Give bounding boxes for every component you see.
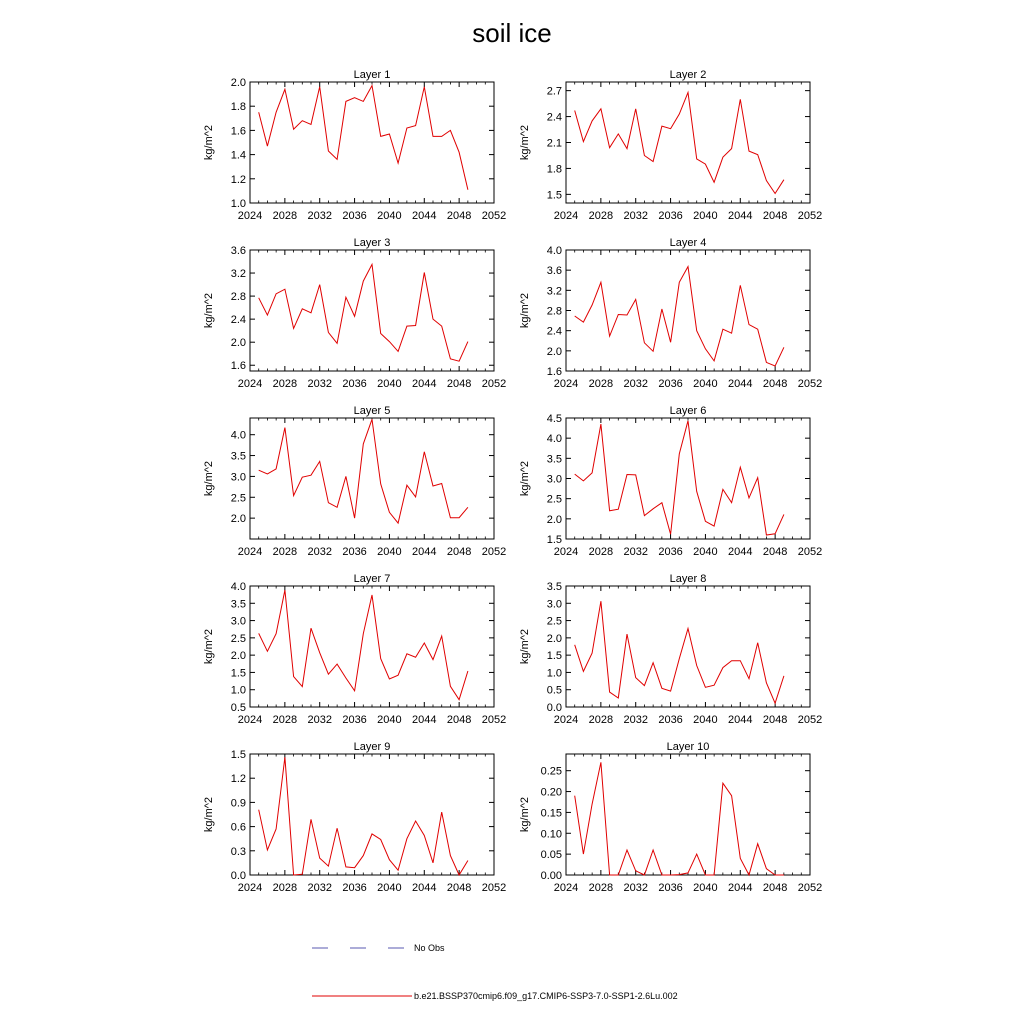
y-axis-label: kg/m^2 <box>203 292 215 329</box>
plot-frame <box>566 82 810 203</box>
x-tick-label: 2044 <box>412 714 437 726</box>
y-tick-label: 0.9 <box>230 797 246 810</box>
x-tick-label: 2052 <box>797 546 823 558</box>
y-tick-label: 2.5 <box>546 615 562 628</box>
x-tick-label: 2028 <box>588 714 614 726</box>
y-tick-label: 1.5 <box>546 650 562 663</box>
y-tick-label: 3.6 <box>230 245 246 257</box>
y-tick-label: 1.6 <box>230 360 246 373</box>
x-tick-label: 2032 <box>623 210 648 222</box>
x-tick-label: 2040 <box>693 210 718 222</box>
y-tick-label: 0.10 <box>540 828 562 841</box>
y-tick-label: 0.0 <box>230 870 246 882</box>
x-tick-label: 2024 <box>237 378 263 390</box>
y-tick-label: 1.8 <box>546 163 562 176</box>
y-tick-label: 2.0 <box>546 345 562 358</box>
x-tick-label: 2044 <box>728 378 753 390</box>
y-tick-label: 4.5 <box>546 413 562 425</box>
panel-title: Layer 8 <box>669 573 707 585</box>
series-line <box>259 419 468 523</box>
x-tick-label: 2044 <box>412 882 437 894</box>
y-tick-label: 2.0 <box>230 513 246 526</box>
panel-layer-10 <box>519 741 822 894</box>
y-tick-label: 3.6 <box>546 265 562 278</box>
x-tick-label: 2024 <box>553 378 579 390</box>
series-line <box>259 86 468 190</box>
panel-title: Layer 10 <box>666 741 710 753</box>
y-axis-label: kg/m^2 <box>203 628 215 665</box>
x-tick-label: 2052 <box>481 210 507 222</box>
x-tick-label: 2052 <box>797 378 823 390</box>
y-tick-label: 1.0 <box>230 198 246 210</box>
y-tick-label: 3.5 <box>230 450 246 463</box>
panel-title: Layer 4 <box>669 237 707 249</box>
x-tick-label: 2044 <box>728 210 753 222</box>
x-tick-label: 2024 <box>553 210 579 222</box>
x-tick-label: 2044 <box>728 546 753 558</box>
y-tick-label: 4.0 <box>546 433 562 446</box>
legend <box>312 943 678 1001</box>
x-tick-label: 2052 <box>797 210 823 222</box>
x-tick-label: 2028 <box>588 882 614 894</box>
y-tick-label: 1.2 <box>230 773 246 786</box>
series-line <box>575 762 784 875</box>
x-tick-label: 2048 <box>446 882 472 894</box>
series-line <box>259 264 468 361</box>
y-tick-label: 4.0 <box>230 581 246 593</box>
x-tick-label: 2048 <box>446 378 472 390</box>
legend-no-obs-label: No Obs <box>414 943 445 953</box>
y-tick-label: 3.5 <box>230 598 246 611</box>
y-tick-label: 0.15 <box>540 807 562 820</box>
panel-layer-6 <box>519 405 822 558</box>
x-tick-label: 2048 <box>762 378 788 390</box>
x-tick-label: 2032 <box>623 882 648 894</box>
panel-layer-9 <box>203 741 506 894</box>
panel-layer-4 <box>519 237 822 390</box>
y-tick-label: 1.5 <box>546 534 562 546</box>
series-line <box>575 267 784 366</box>
y-tick-label: 1.5 <box>230 749 246 761</box>
x-tick-label: 2024 <box>553 546 579 558</box>
y-tick-label: 0.00 <box>540 870 562 882</box>
x-tick-label: 2036 <box>342 714 367 726</box>
y-tick-label: 2.0 <box>230 337 246 350</box>
y-axis-label: kg/m^2 <box>519 460 531 497</box>
y-tick-label: 2.4 <box>230 314 246 327</box>
y-tick-label: 2.0 <box>546 513 562 526</box>
x-tick-label: 2048 <box>762 210 788 222</box>
x-tick-label: 2028 <box>272 546 298 558</box>
x-tick-label: 2028 <box>272 882 298 894</box>
panel-title: Layer 1 <box>353 69 391 81</box>
x-tick-label: 2048 <box>762 882 788 894</box>
y-tick-label: 0.05 <box>540 849 562 862</box>
panel-title: Layer 5 <box>353 405 391 417</box>
y-tick-label: 3.0 <box>546 473 562 486</box>
x-tick-label: 2024 <box>553 714 579 726</box>
y-tick-label: 4.0 <box>230 429 246 442</box>
x-tick-label: 2028 <box>272 378 298 390</box>
x-tick-label: 2040 <box>693 882 718 894</box>
x-tick-label: 2032 <box>623 714 648 726</box>
x-tick-label: 2048 <box>762 714 788 726</box>
x-tick-label: 2036 <box>658 714 683 726</box>
y-tick-label: 0.6 <box>230 821 246 834</box>
y-tick-label: 2.5 <box>546 493 562 506</box>
x-tick-label: 2036 <box>658 882 683 894</box>
y-tick-label: 3.0 <box>546 598 562 611</box>
plot-frame <box>566 586 810 707</box>
x-tick-label: 2032 <box>307 714 332 726</box>
y-tick-label: 2.0 <box>230 77 246 89</box>
x-tick-label: 2032 <box>307 882 332 894</box>
x-tick-label: 2040 <box>693 546 718 558</box>
x-tick-label: 2024 <box>237 210 263 222</box>
y-tick-label: 3.5 <box>546 581 562 593</box>
y-tick-label: 3.2 <box>546 285 562 298</box>
y-axis-label: kg/m^2 <box>519 292 531 329</box>
x-tick-label: 2052 <box>481 546 507 558</box>
x-tick-label: 2048 <box>446 714 472 726</box>
x-tick-label: 2052 <box>797 882 823 894</box>
y-tick-label: 0.0 <box>546 702 562 714</box>
x-tick-label: 2028 <box>588 210 614 222</box>
x-tick-label: 2044 <box>728 882 753 894</box>
x-tick-label: 2032 <box>623 546 648 558</box>
y-tick-label: 2.0 <box>230 650 246 663</box>
panel-title: Layer 2 <box>669 69 707 81</box>
x-tick-label: 2044 <box>412 378 437 390</box>
y-tick-label: 2.1 <box>546 137 562 150</box>
x-tick-label: 2048 <box>446 210 472 222</box>
series-line <box>575 421 784 535</box>
x-tick-label: 2032 <box>307 378 332 390</box>
y-tick-label: 3.2 <box>230 268 246 281</box>
y-tick-label: 1.5 <box>546 189 562 202</box>
y-tick-label: 0.5 <box>230 702 246 714</box>
panel-layer-5 <box>203 405 506 558</box>
x-tick-label: 2048 <box>446 546 472 558</box>
x-tick-label: 2028 <box>588 378 614 390</box>
panel-layer-8 <box>519 573 822 726</box>
y-tick-label: 1.8 <box>230 101 246 114</box>
y-tick-label: 2.0 <box>546 632 562 645</box>
x-tick-label: 2044 <box>728 714 753 726</box>
x-tick-label: 2044 <box>412 210 437 222</box>
y-tick-label: 2.8 <box>230 291 246 304</box>
legend-model-label: b.e21.BSSP370cmip6.f09_g17.CMIP6-SSP3-7.0-SSP1-2.6Lu.002 <box>414 991 678 1001</box>
x-tick-label: 2032 <box>307 210 332 222</box>
x-tick-label: 2032 <box>623 378 648 390</box>
plot-frame <box>566 754 810 875</box>
x-tick-label: 2028 <box>272 714 298 726</box>
y-axis-label: kg/m^2 <box>519 124 531 161</box>
y-tick-label: 3.5 <box>546 453 562 466</box>
y-axis-label: kg/m^2 <box>519 796 531 833</box>
y-tick-label: 0.20 <box>540 786 562 799</box>
x-tick-label: 2052 <box>481 882 507 894</box>
x-tick-label: 2036 <box>342 546 367 558</box>
panel-layer-3 <box>203 237 506 390</box>
x-tick-label: 2040 <box>693 378 718 390</box>
x-tick-label: 2028 <box>588 546 614 558</box>
x-tick-label: 2040 <box>693 714 718 726</box>
y-tick-label: 1.6 <box>230 125 246 138</box>
x-tick-label: 2036 <box>342 882 367 894</box>
y-axis-label: kg/m^2 <box>203 796 215 833</box>
y-axis-label: kg/m^2 <box>203 124 215 161</box>
x-tick-label: 2040 <box>377 378 402 390</box>
y-tick-label: 1.0 <box>230 684 246 697</box>
y-tick-label: 0.3 <box>230 845 246 858</box>
y-tick-label: 1.4 <box>230 149 246 162</box>
y-tick-label: 2.7 <box>546 85 562 98</box>
series-line <box>259 757 468 875</box>
x-tick-label: 2036 <box>658 210 683 222</box>
x-tick-label: 2032 <box>307 546 332 558</box>
x-tick-label: 2036 <box>658 546 683 558</box>
y-tick-label: 2.5 <box>230 492 246 505</box>
y-tick-label: 3.0 <box>230 471 246 484</box>
panel-layer-1 <box>203 69 506 222</box>
y-axis-label: kg/m^2 <box>519 628 531 665</box>
x-tick-label: 2052 <box>797 714 823 726</box>
x-tick-label: 2024 <box>237 546 263 558</box>
x-tick-label: 2040 <box>377 882 402 894</box>
y-tick-label: 2.5 <box>230 632 246 645</box>
panel-layer-7 <box>203 573 506 726</box>
y-tick-label: 2.4 <box>546 325 562 338</box>
y-tick-label: 2.8 <box>546 305 562 318</box>
y-tick-label: 3.0 <box>230 615 246 628</box>
x-tick-label: 2052 <box>481 714 507 726</box>
x-tick-label: 2044 <box>412 546 437 558</box>
y-tick-label: 1.5 <box>230 667 246 680</box>
series-line <box>575 92 784 193</box>
x-tick-label: 2036 <box>342 210 367 222</box>
y-tick-label: 4.0 <box>546 245 562 257</box>
x-tick-label: 2040 <box>377 210 402 222</box>
y-tick-label: 1.2 <box>230 173 246 186</box>
x-tick-label: 2052 <box>481 378 507 390</box>
x-tick-label: 2040 <box>377 714 402 726</box>
panel-title: Layer 3 <box>353 237 391 249</box>
x-tick-label: 2040 <box>377 546 402 558</box>
x-tick-label: 2024 <box>553 882 579 894</box>
y-tick-label: 1.0 <box>546 667 562 680</box>
panel-title: Layer 9 <box>353 741 391 753</box>
y-tick-label: 2.4 <box>546 111 562 124</box>
x-tick-label: 2036 <box>658 378 683 390</box>
y-tick-label: 1.6 <box>546 366 562 378</box>
x-tick-label: 2024 <box>237 882 263 894</box>
y-tick-label: 0.25 <box>540 765 562 778</box>
y-axis-label: kg/m^2 <box>203 460 215 497</box>
y-tick-label: 0.5 <box>546 684 562 697</box>
x-tick-label: 2048 <box>762 546 788 558</box>
panel-title: Layer 7 <box>353 573 391 585</box>
series-line <box>575 601 784 703</box>
x-tick-label: 2036 <box>342 378 367 390</box>
panel-layer-2 <box>519 69 822 222</box>
panel-title: Layer 6 <box>669 405 707 417</box>
series-line <box>259 590 468 700</box>
x-tick-label: 2028 <box>272 210 298 222</box>
plot-frame <box>250 82 494 203</box>
plot-frame <box>250 418 494 539</box>
x-tick-label: 2024 <box>237 714 263 726</box>
plot-frame <box>250 754 494 875</box>
page-title: soil ice <box>472 18 552 48</box>
